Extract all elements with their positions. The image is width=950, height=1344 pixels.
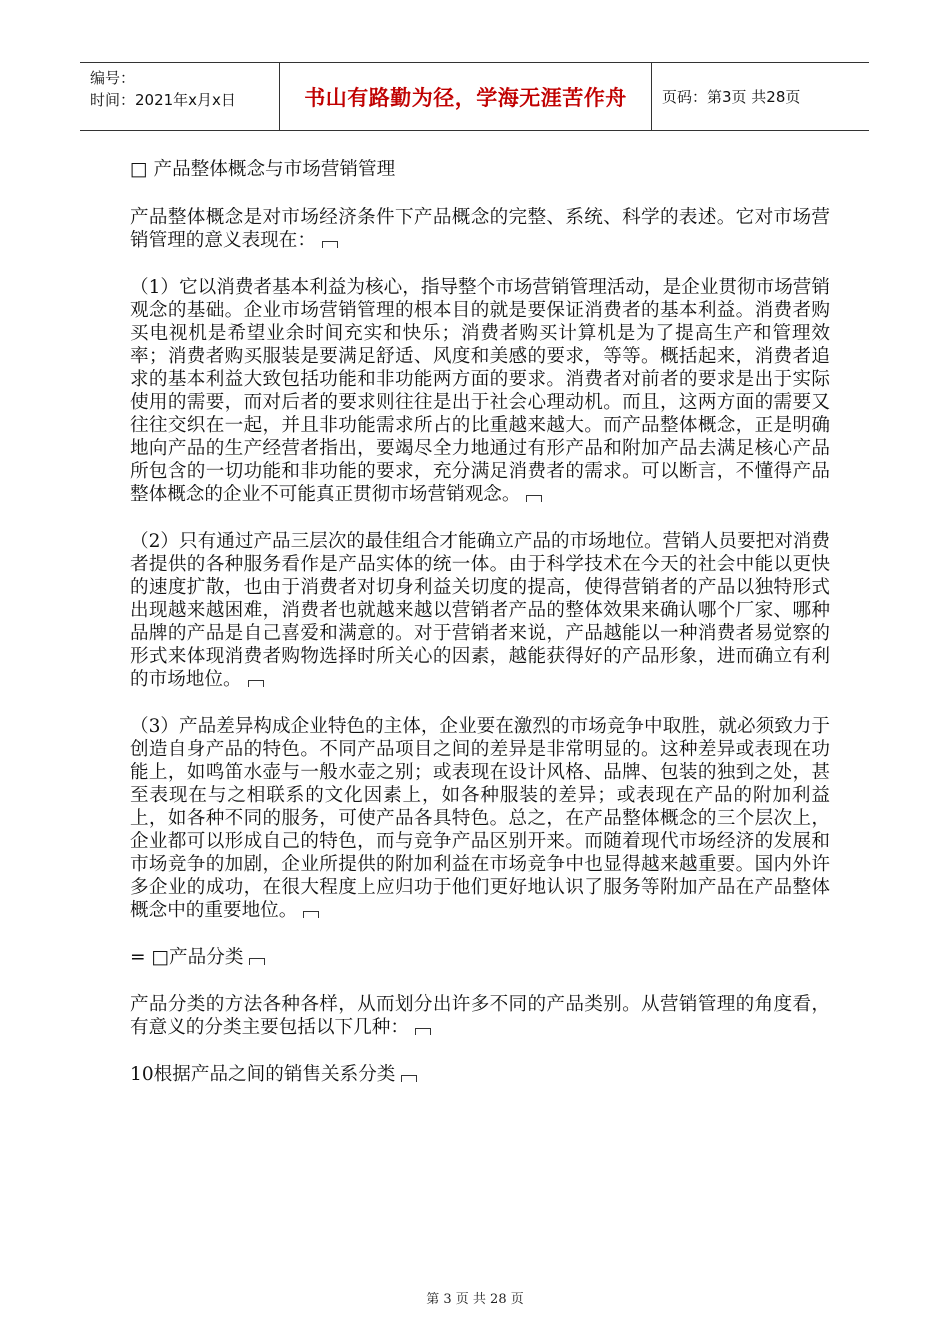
header-page-cell	[652, 63, 869, 130]
page-info: 页码：第3页 共28页	[662, 88, 801, 106]
page-header	[80, 62, 869, 131]
header-motto-cell	[280, 63, 652, 130]
paragraph-mark-icon	[415, 1028, 431, 1035]
section-title: □ 产品整体概念与市场营销管理	[130, 159, 396, 180]
header-meta-cell	[80, 63, 280, 130]
paragraph-mark-icon	[401, 1075, 417, 1082]
footer-page-number: 第 3 页 共 28 页	[426, 1292, 524, 1307]
intro-paragraph: 产品整体概念是对市场经济条件下产品概念的完整、系统、科学的表述。它对市场营销管理的意义表现在：	[130, 207, 830, 251]
number-label: 编号：	[90, 69, 136, 87]
point-1-paragraph: （1）它以消费者基本利益为核心，指导整个市场营销管理活动，是企业贯彻市场营销观念的基础。企业市场营销管理的根本目的就是要保证消费者的基本利益。消费者购买电视机是希望业余时间充实和快乐；消费者购买计算机是为了提高生产和管理效率；消费者购买服装是要满足舒适、风度和美感的要求，等等。概括起来，消费者追求的基本利益大致包括功能和非功能两方面的要求。消费者对前者的要求是出于实际使用的需要，而对后者的要求则往往是出于社会心理动机。而且，这两方面的需要又往往交织在一起，并且非功能需求所占的比重越来越大。而产品整体概念，正是明确地向产品的生产经营者指出，要竭尽全力地通过有形产品和附加产品去满足核心产品所包含的一切功能和非功能的要求，充分满足消费者的需求。可以断言，不懂得产品整体概念的企业不可能真正贯彻市场营销观念。	[130, 277, 830, 505]
paragraph-mark-icon	[248, 680, 264, 687]
point-2-paragraph: （2）只有通过产品三层次的最佳组合才能确立产品的市场地位。营销人员要把对消费者提供的各种服务看作是产品实体的统一体。由于科学技术在今天的社会中能以更快的速度扩散，也由于消费者对切身利益关切度的提高，使得营销者的产品以独特形式出现越来越困难，消费者也就越来越以营销者产品的整体效果来确认哪个厂家、哪种品牌的产品是自己喜爱和满意的。对于营销者来说，产品越能以一种消费者易觉察的形式来体现消费者购物选择时所关心的因素，越能获得好的产品形象，进而确立有利的市场地位。	[130, 531, 830, 690]
section-title: = □产品分类	[130, 946, 830, 969]
paragraph-mark-icon	[322, 241, 338, 248]
motto-text: 书山有路勤为径，学海无涯苦作舟	[304, 85, 627, 110]
subsection-title: 10根据产品之间的销售关系分类	[130, 1063, 830, 1086]
page-footer	[0, 1288, 950, 1307]
paragraph-mark-icon	[303, 911, 319, 918]
classification-intro-paragraph: 产品分类的方法各种各样，从而划分出许多不同的产品类别。从营销管理的角度看，有意义的分类主要包括以下几种：	[130, 994, 830, 1038]
document-body	[130, 158, 830, 1110]
paragraph-mark-icon	[249, 958, 265, 965]
time-label: 时间：2021年x月x日	[90, 91, 236, 109]
paragraph-mark-icon	[526, 495, 542, 502]
point-3-paragraph: （3）产品差异构成企业特色的主体，企业要在激烈的市场竞争中取胜，就必须致力于创造自身产品的特色。不同产品项目之间的差异是非常明显的。这种差异或表现在功能上，如鸣笛水壶与一般水壶之别；或表现在设计风格、品牌、包装的独到之处，甚至表现在与之相联系的文化因素上，如各种服装的差异；或表现在产品的附加利益上，如各种不同的服务，可使产品各具特色。总之，在产品整体概念的三个层次上，企业都可以形成自己的特色，而与竞争产品区别开来。而随着现代市场经济的发展和市场竞争的加剧，企业所提供的附加利益在市场竞争中也显得越来越重要。国内外许多企业的成功，在很大程度上应归功于他们更好地认识了服务等附加产品在产品整体概念中的重要地位。	[130, 716, 830, 921]
